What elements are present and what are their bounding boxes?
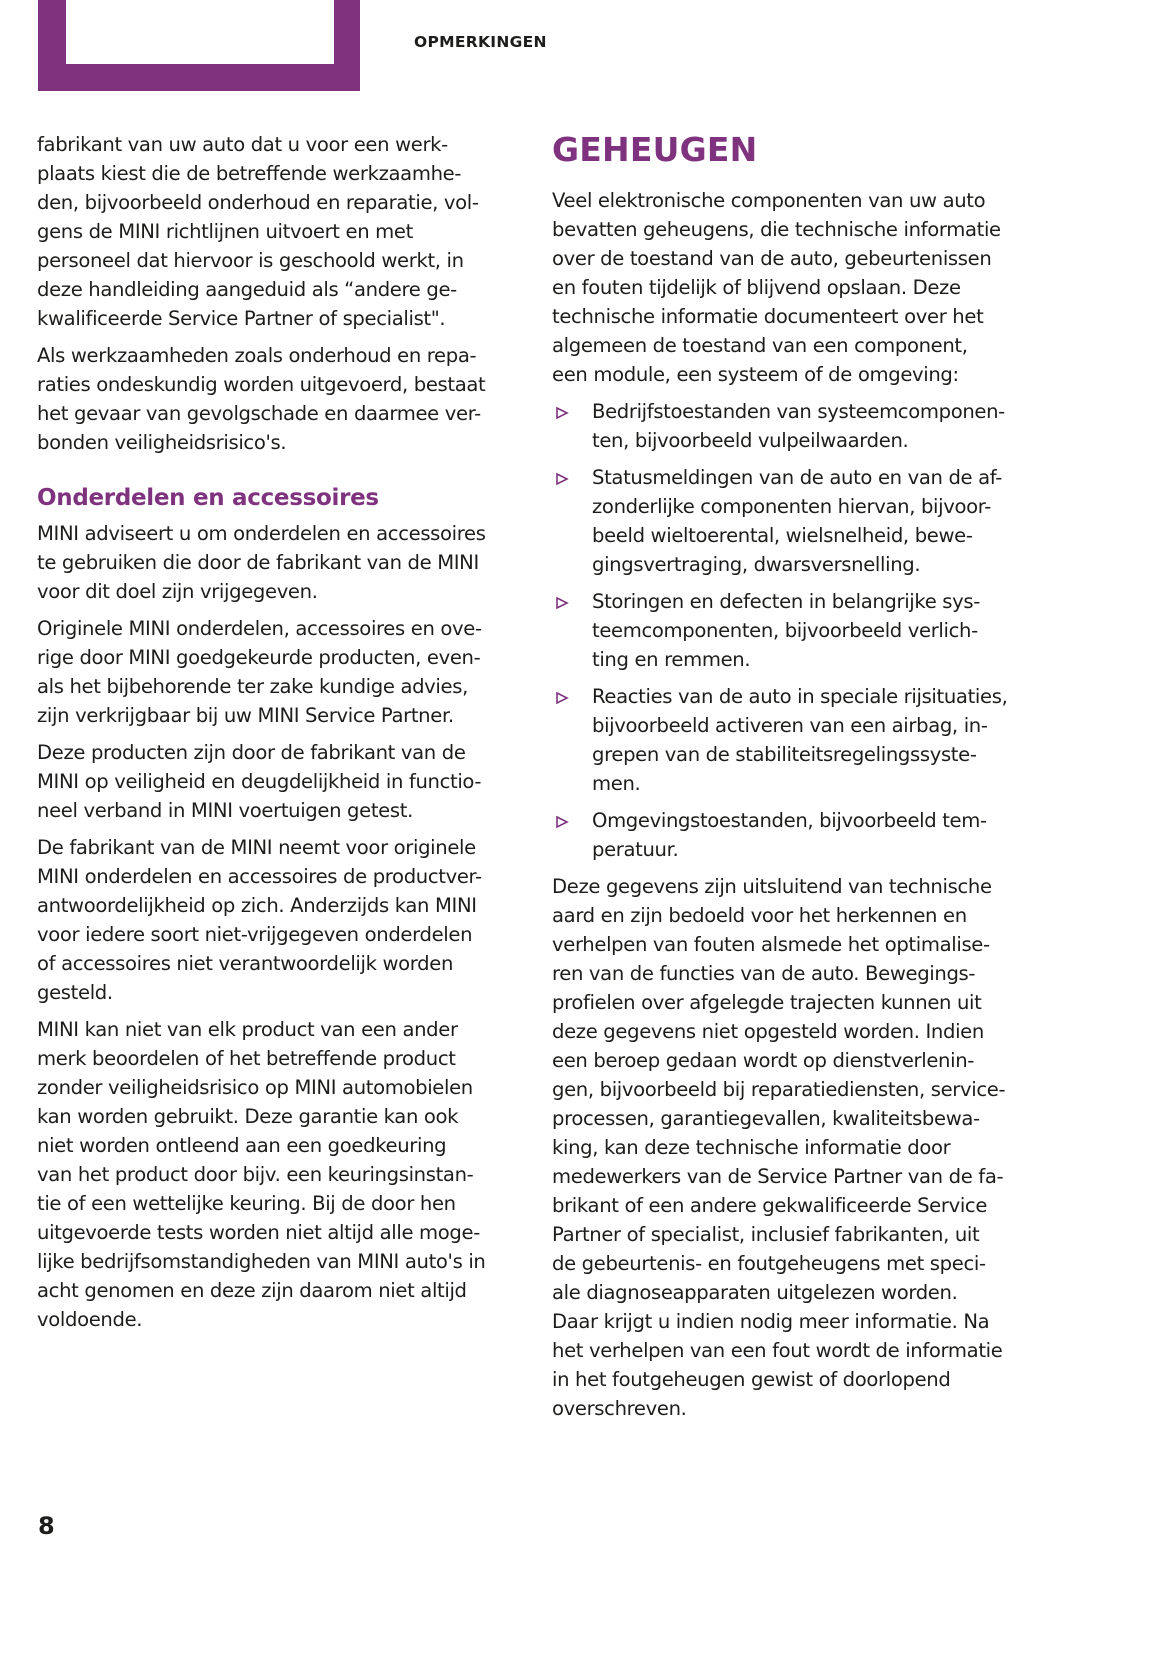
text-line: Bedrijfstoestanden van systeemcomponen- <box>592 400 1005 423</box>
text-line: in het foutgeheugen gewist of doorlopend <box>552 1368 951 1391</box>
text-line: verhelpen van fouten alsmede het optimalise- <box>552 933 990 956</box>
text-line: king, kan deze technische informatie door <box>552 1136 951 1159</box>
text-line: acht genomen en deze zijn daarom niet altijd <box>37 1279 467 1302</box>
text-line: rige door MINI goedgekeurde producten, even- <box>37 646 481 669</box>
text-line: Partner of specialist, inclusief fabrikanten, uit <box>552 1223 980 1246</box>
text-line: de gebeurtenis- en foutgeheugens met speci- <box>552 1252 986 1275</box>
text-line: voldoende. <box>37 1308 143 1331</box>
left-intro-paragraphs <box>37 130 527 457</box>
text-line: medewerkers van de Service Partner van de fa- <box>552 1165 1004 1188</box>
text-line: Daar krijgt u indien nodig meer informatie. Na <box>552 1310 990 1333</box>
paragraph <box>37 614 527 730</box>
bullet-item <box>552 806 1042 864</box>
text-line: raties ondeskundig worden uitgevoerd, bestaat <box>37 373 486 396</box>
text-line: MINI adviseert u om onderdelen en accessoires <box>37 522 486 545</box>
text-line: voor iedere soort niet-vrijgegeven onderdelen <box>37 923 473 946</box>
paragraph <box>37 833 527 1007</box>
text-line: kan worden gebruikt. Deze garantie kan ook <box>37 1105 459 1128</box>
paragraph <box>37 341 527 457</box>
text-line: als het bijbehorende ter zake kundige advies, <box>37 675 468 698</box>
text-line: zonder veiligheidsrisico op MINI automobielen <box>37 1076 473 1099</box>
text-line: zijn verkrijgbaar bij uw MINI Service Partner. <box>37 704 454 727</box>
text-line: technische informatie documenteert over het <box>552 305 984 328</box>
text-line: deze gegevens niet opgesteld worden. Indien <box>552 1020 984 1043</box>
paragraph <box>37 519 527 606</box>
text-line: neel verband in MINI voertuigen getest. <box>37 799 413 822</box>
text-line: een beroep gedaan wordt op dienstverlenin- <box>552 1049 974 1072</box>
text-line: kwalificeerde Service Partner of specialist". <box>37 307 446 330</box>
bullet-item <box>552 587 1042 674</box>
text-line: gingsvertraging, dwarsversnelling. <box>592 553 921 576</box>
text-line: MINI op veiligheid en deugdelijkheid in functio- <box>37 770 482 793</box>
geheugen-closing-paragraph <box>552 872 1042 1423</box>
paragraph <box>37 738 527 825</box>
text-line: niet worden ontleend aan een goedkeuring <box>37 1134 447 1157</box>
text-line: over de toestand van de auto, gebeurtenissen <box>552 247 992 270</box>
text-line: voor dit doel zijn vrijgegeven. <box>37 580 318 603</box>
text-line: deze handleiding aangeduid als “andere ge- <box>37 278 457 301</box>
text-line: brikant of een andere gekwalificeerde Service <box>552 1194 988 1217</box>
paragraph <box>37 130 527 333</box>
text-line: het gevaar van gevolgschade en daarmee ver- <box>37 402 481 425</box>
text-line: MINI kan niet van elk product van een ander <box>37 1018 458 1041</box>
geheugen-bullet-list <box>552 397 1042 864</box>
paragraph <box>37 1015 527 1334</box>
text-line: gens de MINI richtlijnen uitvoert en met <box>37 220 413 243</box>
text-line: ale diagnoseapparaten uitgelezen worden. <box>552 1281 958 1304</box>
page-number: 8 <box>38 1512 55 1540</box>
text-line: merk beoordelen of het betreffende product <box>37 1047 456 1070</box>
text-line: profielen over afgelegde trajecten kunnen uit <box>552 991 982 1014</box>
text-line: zonderlijke componenten hiervan, bijvoor- <box>592 495 991 518</box>
geheugen-intro-paragraph <box>552 186 1042 389</box>
text-line: peratuur. <box>592 838 679 861</box>
text-line: uitgevoerde tests worden niet altijd alle moge- <box>37 1221 480 1244</box>
text-line: bevatten geheugens, die technische informatie <box>552 218 1001 241</box>
text-line: ting en remmen. <box>592 648 751 671</box>
running-header: OPMERKINGEN <box>414 33 547 51</box>
text-line: fabrikant van uw auto dat u voor een werk- <box>37 133 448 156</box>
text-line: overschreven. <box>552 1397 687 1420</box>
text-line: antwoordelijkheid op zich. Anderzijds kan MINI <box>37 894 477 917</box>
text-line: Deze gegevens zijn uitsluitend van technische <box>552 875 992 898</box>
text-line: gesteld. <box>37 981 113 1004</box>
text-line: Omgevingstoestanden, bijvoorbeeld tem- <box>592 809 987 832</box>
section-heading-onderdelen: Onderdelen en accessoires <box>37 485 379 511</box>
text-line: bonden veiligheidsrisico's. <box>37 431 287 454</box>
text-line: of accessoires niet verantwoordelijk worden <box>37 952 454 975</box>
text-line: Reacties van de auto in speciale rijsituaties, <box>592 685 1008 708</box>
text-line: personeel dat hiervoor is geschoold werkt, in <box>37 249 464 272</box>
bullet-item <box>552 397 1042 455</box>
text-line: Als werkzaamheden zoals onderhoud en repa- <box>37 344 477 367</box>
right-column <box>552 132 1042 1431</box>
text-line: Storingen en defecten in belangrijke sys- <box>592 590 980 613</box>
text-line: Statusmeldingen van de auto en van de af- <box>592 466 1002 489</box>
text-line: lijke bedrijfsomstandigheden van MINI auto's in <box>37 1250 486 1273</box>
text-line: een module, een systeem of de omgeving: <box>552 363 959 386</box>
left-column <box>37 130 527 1342</box>
bullet-item <box>552 463 1042 579</box>
text-line: te gebruiken die door de fabrikant van de MINI <box>37 551 479 574</box>
text-line: tie of een wettelijke keuring. Bij de door hen <box>37 1192 456 1215</box>
text-line: van het product door bijv. een keuringsinstan- <box>37 1163 474 1186</box>
text-line: Deze producten zijn door de fabrikant van de <box>37 741 466 764</box>
text-line: ten, bijvoorbeeld vulpeilwaarden. <box>592 429 909 452</box>
text-line: men. <box>592 772 641 795</box>
text-line: teemcomponenten, bijvoorbeeld verlich- <box>592 619 978 642</box>
text-line: De fabrikant van de MINI neemt voor originele <box>37 836 476 859</box>
text-line: bijvoorbeeld activeren van een airbag, in- <box>592 714 988 737</box>
section-heading-geheugen: GEHEUGEN <box>552 130 758 169</box>
left-section-paragraphs <box>37 519 527 1334</box>
chapter-tab-inner <box>66 0 334 64</box>
text-line: gen, bijvoorbeeld bij reparatiediensten, service- <box>552 1078 1006 1101</box>
text-line: processen, garantiegevallen, kwaliteitsbewa- <box>552 1107 980 1130</box>
text-line: den, bijvoorbeeld onderhoud en reparatie, vol- <box>37 191 479 214</box>
text-line: en fouten tijdelijk of blijvend opslaan. Deze <box>552 276 961 299</box>
text-line: aard en zijn bedoeld voor het herkennen en <box>552 904 967 927</box>
text-line: ren van de functies van de auto. Bewegings- <box>552 962 976 985</box>
text-line: plaats kiest die de betreffende werkzaamhe- <box>37 162 462 185</box>
bullet-item <box>552 682 1042 798</box>
text-line: Originele MINI onderdelen, accessoires en ove- <box>37 617 482 640</box>
chapter-tab-frame <box>38 0 360 91</box>
text-line: beeld wieltoerental, wielsnelheid, bewe- <box>592 524 973 547</box>
text-line: algemeen de toestand van een component, <box>552 334 968 357</box>
text-line: MINI onderdelen en accessoires de productver- <box>37 865 482 888</box>
text-line: het verhelpen van een fout wordt de informatie <box>552 1339 1003 1362</box>
text-line: grepen van de stabiliteitsregelingssyste- <box>592 743 977 766</box>
text-line: Veel elektronische componenten van uw auto <box>552 189 986 212</box>
